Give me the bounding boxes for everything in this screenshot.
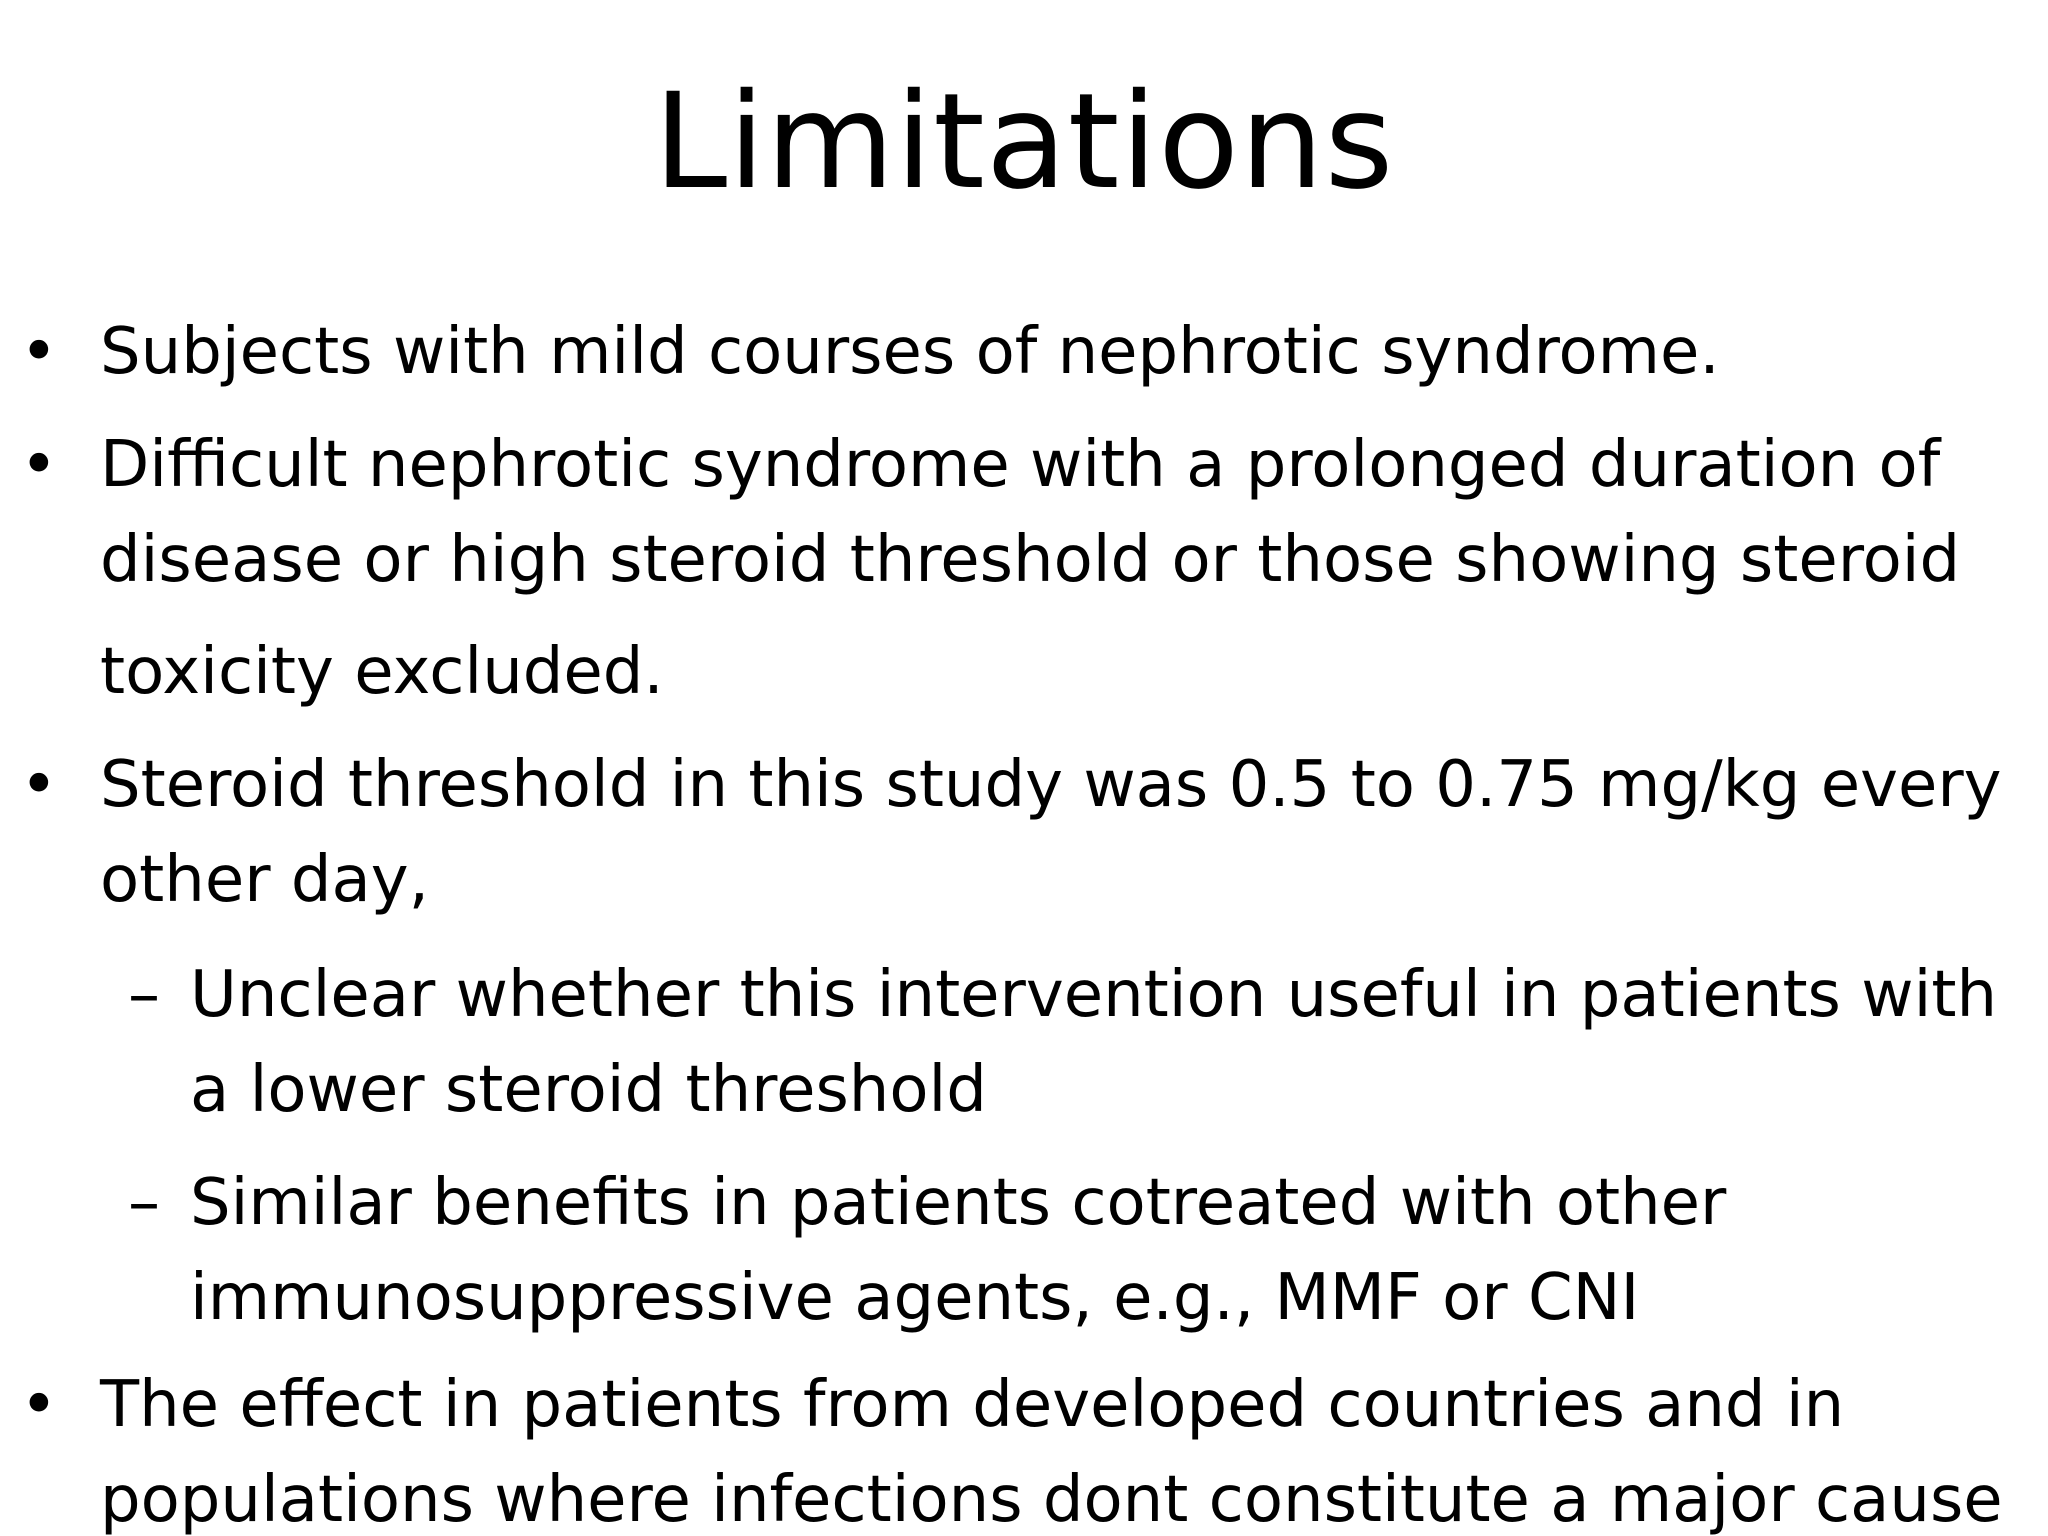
sub-bullet-1-text-line-1: Unclear whether this intervention useful in patients with	[190, 958, 1997, 1032]
sub-bullet-marker: –	[128, 958, 160, 1032]
bullet-3-text-line-2: other day,	[100, 843, 429, 917]
sub-bullet-marker: –	[128, 1166, 160, 1240]
bullet-4-text-line-2: populations where infections dont constitute a major cause	[100, 1463, 2003, 1536]
bullet-marker: •	[20, 428, 58, 502]
bullet-2-text-line-1: Difficult nephrotic syndrome with a prolonged duration of	[100, 428, 1941, 502]
sub-bullet-2-text-line-2: immunosuppressive agents, e.g., MMF or CNI	[190, 1261, 1640, 1335]
bullet-1-text: Subjects with mild courses of nephrotic syndrome.	[100, 315, 1720, 389]
bullet-marker: •	[20, 315, 58, 389]
bullet-3-text-line-1: Steroid threshold in this study was 0.5 to 0.75 mg/kg every	[100, 748, 2002, 822]
bullet-2-text-line-2: disease or high steroid threshold or those showing steroid	[100, 523, 1961, 597]
bullet-2-text-line-3: toxicity excluded.	[100, 635, 664, 709]
slide-title: Limitations	[653, 65, 1395, 219]
bullet-4-text-line-1: The effect in patients from developed countries and in	[100, 1368, 1845, 1442]
sub-bullet-2-text-line-1: Similar benefits in patients cotreated with other	[190, 1166, 1727, 1240]
bullet-marker: •	[20, 748, 58, 822]
sub-bullet-1-text-line-2: a lower steroid threshold	[190, 1053, 987, 1127]
bullet-marker: •	[20, 1368, 58, 1442]
